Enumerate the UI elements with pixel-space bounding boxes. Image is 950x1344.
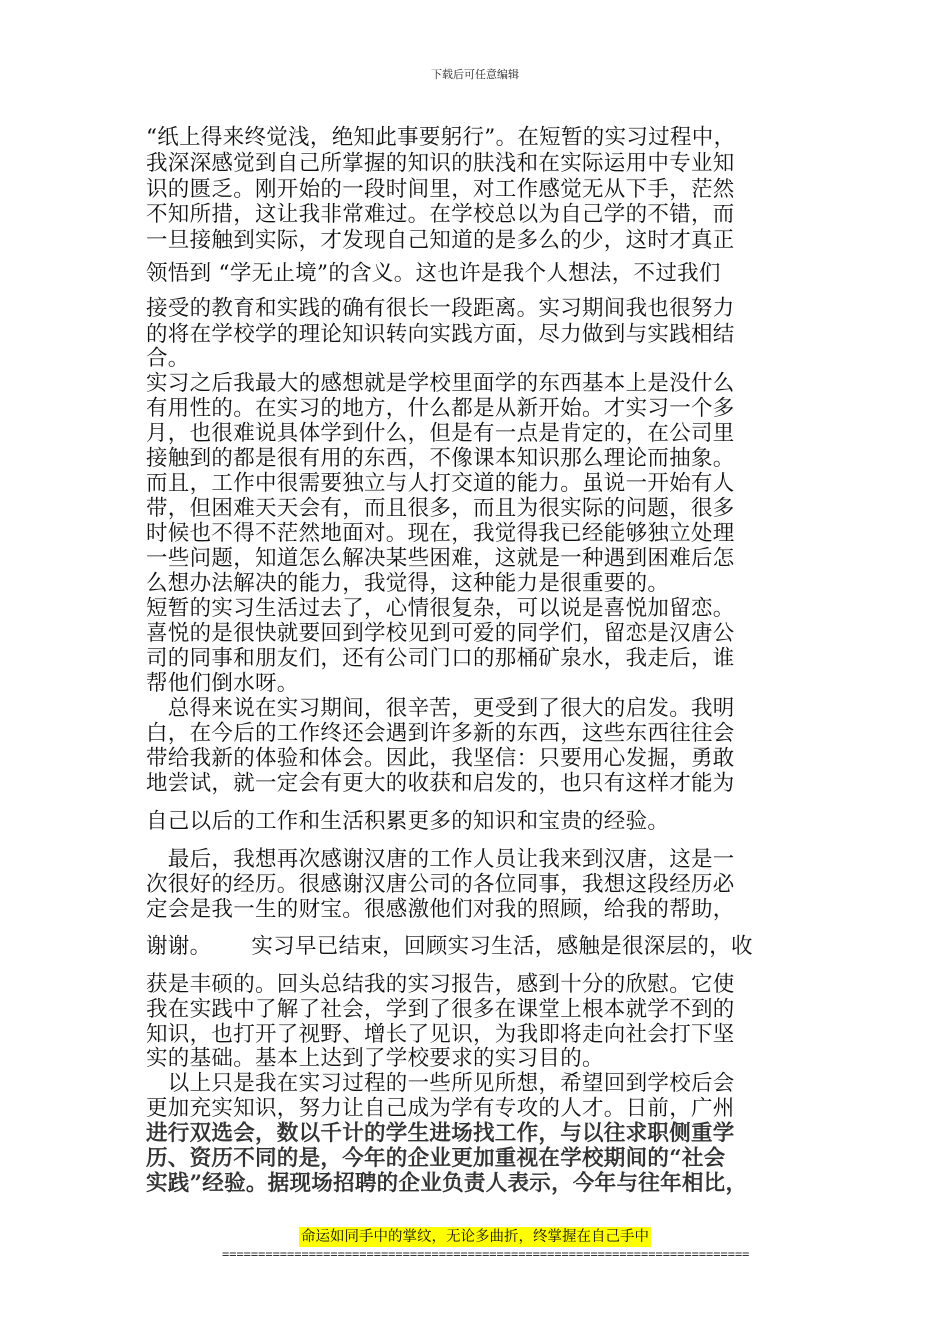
footer-motto xyxy=(0,1226,950,1247)
body-line: 实习之后我最大的感想就是学校里面学的东西基本上是没什么 xyxy=(146,371,735,396)
body-line: 有用性的。在实习的地方，什么都是从新开始。才实习一个多 xyxy=(146,396,735,421)
body-line: 么想办法解决的能力，我觉得，这种能力是很重要的。 xyxy=(146,571,670,596)
body-line: 而且，工作中很需要独立与人打交道的能力。虽说一开始有人 xyxy=(146,471,735,496)
body-line: 进行双选会，数以千计的学生进场找工作，与以往求职侧重学 xyxy=(146,1121,735,1146)
body-line: 历、资历不同的是，今年的企业更加重视在学校期间的“社会 xyxy=(146,1146,726,1171)
body-line: 的将在学校学的理论知识转向实践方面，尽力做到与实践相结 xyxy=(146,322,735,347)
body-line: 喜悦的是很快就要回到学校见到可爱的同学们，留恋是汉唐公 xyxy=(146,621,735,646)
body-line: 知识，也打开了视野、增长了见识，为我即将走向社会打下坚 xyxy=(146,1022,735,1047)
body-line: 白，在今后的工作终还会遇到许多新的东西，这些东西往往会 xyxy=(146,721,735,746)
body-line: 实践”经验。据现场招聘的企业负责人表示，今年与往年相比， xyxy=(146,1171,748,1196)
body-line: 我在实践中了解了社会，学到了很多在课堂上根本就学不到的 xyxy=(146,997,735,1022)
body-line: 自己以后的工作和生活积累更多的知识和宝贵的经验。 xyxy=(146,809,670,834)
body-line: 以上只是我在实习过程的一些所见所想，希望回到学校后会 xyxy=(146,1071,735,1096)
body-line: 领悟到 “学无止境”的含义。这也许是我个人想法，不过我们 xyxy=(146,261,721,286)
body-line: 次很好的经历。很感谢汉唐公司的各位同事，我想这段经历必 xyxy=(146,872,735,897)
footer-divider: ========================================================================= xyxy=(222,1247,750,1261)
body-line: 地尝试，就一定会有更大的收获和启发的，也只有这样才能为 xyxy=(146,771,735,796)
body-line: 识的匮乏。刚开始的一段时间里，对工作感觉无从下手，茫然 xyxy=(146,177,735,202)
body-line: 接受的教育和实践的确有很长一段距离。实习期间我也很努力 xyxy=(146,296,735,321)
body-line: 获是丰硕的。回头总结我的实习报告，感到十分的欣慰。它使 xyxy=(146,972,735,997)
body-line: 实的基础。基本上达到了学校要求的实习目的。 xyxy=(146,1046,604,1071)
body-line: 一些问题，知道怎么解决某些困难，这就是一种遇到困难后怎 xyxy=(146,546,735,571)
body-line: 总得来说在实习期间，很辛苦，更受到了很大的启发。我明 xyxy=(146,696,735,721)
body-line: 带给我新的体验和体会。因此，我坚信：只要用心发掘，勇敢 xyxy=(146,746,735,771)
body-line: 月，也很难说具体学到什么，但是有一点是肯定的，在公司里 xyxy=(146,421,735,446)
body-line: “纸上得来终觉浅，绝知此事要躬行”。在短暂的实习过程中， xyxy=(146,125,736,150)
body-line: 短暂的实习生活过去了，心情很复杂，可以说是喜悦加留恋。 xyxy=(146,596,735,621)
header-note: 下载后可任意编辑 xyxy=(431,68,519,81)
footer-motto-text: 命运如同手中的掌纹，无论多曲折，终掌握在自己手中 xyxy=(301,1229,649,1245)
body-line: 司的同事和朋友们，还有公司门口的那桶矿泉水，我走后，谁 xyxy=(146,646,735,671)
body-line: 不知所措，这让我非常难过。在学校总以为自己学的不错，而 xyxy=(146,202,735,227)
body-line: 时候也不得不茫然地面对。现在，我觉得我已经能够独立处理 xyxy=(146,521,735,546)
body-line: 更加充实知识，努力让自己成为学有专攻的人才。日前，广州 xyxy=(146,1096,735,1121)
body-line: 带，但困难天天会有，而且很多，而且为很实际的问题，很多 xyxy=(146,496,735,521)
body-line: 谢谢。 实习早已结束，回顾实习生活，感触是很深层的，收 xyxy=(146,934,753,959)
body-line: 合。 xyxy=(146,346,190,371)
body-line: 定会是我一生的财宝。很感激他们对我的照顾，给我的帮助， xyxy=(146,897,735,922)
body-line: 接触到的都是很有用的东西，不像课本知识那么理论而抽象。 xyxy=(146,446,735,471)
body-line: 最后，我想再次感谢汉唐的工作人员让我来到汉唐，这是一 xyxy=(146,847,735,872)
body-line: 一旦接触到实际，才发现自己知道的是多么的少，这时才真正 xyxy=(146,228,735,253)
body-line: 帮他们倒水呀。 xyxy=(146,671,299,696)
body-line: 我深深感觉到自己所掌握的知识的肤浅和在实际运用中专业知 xyxy=(146,151,735,176)
